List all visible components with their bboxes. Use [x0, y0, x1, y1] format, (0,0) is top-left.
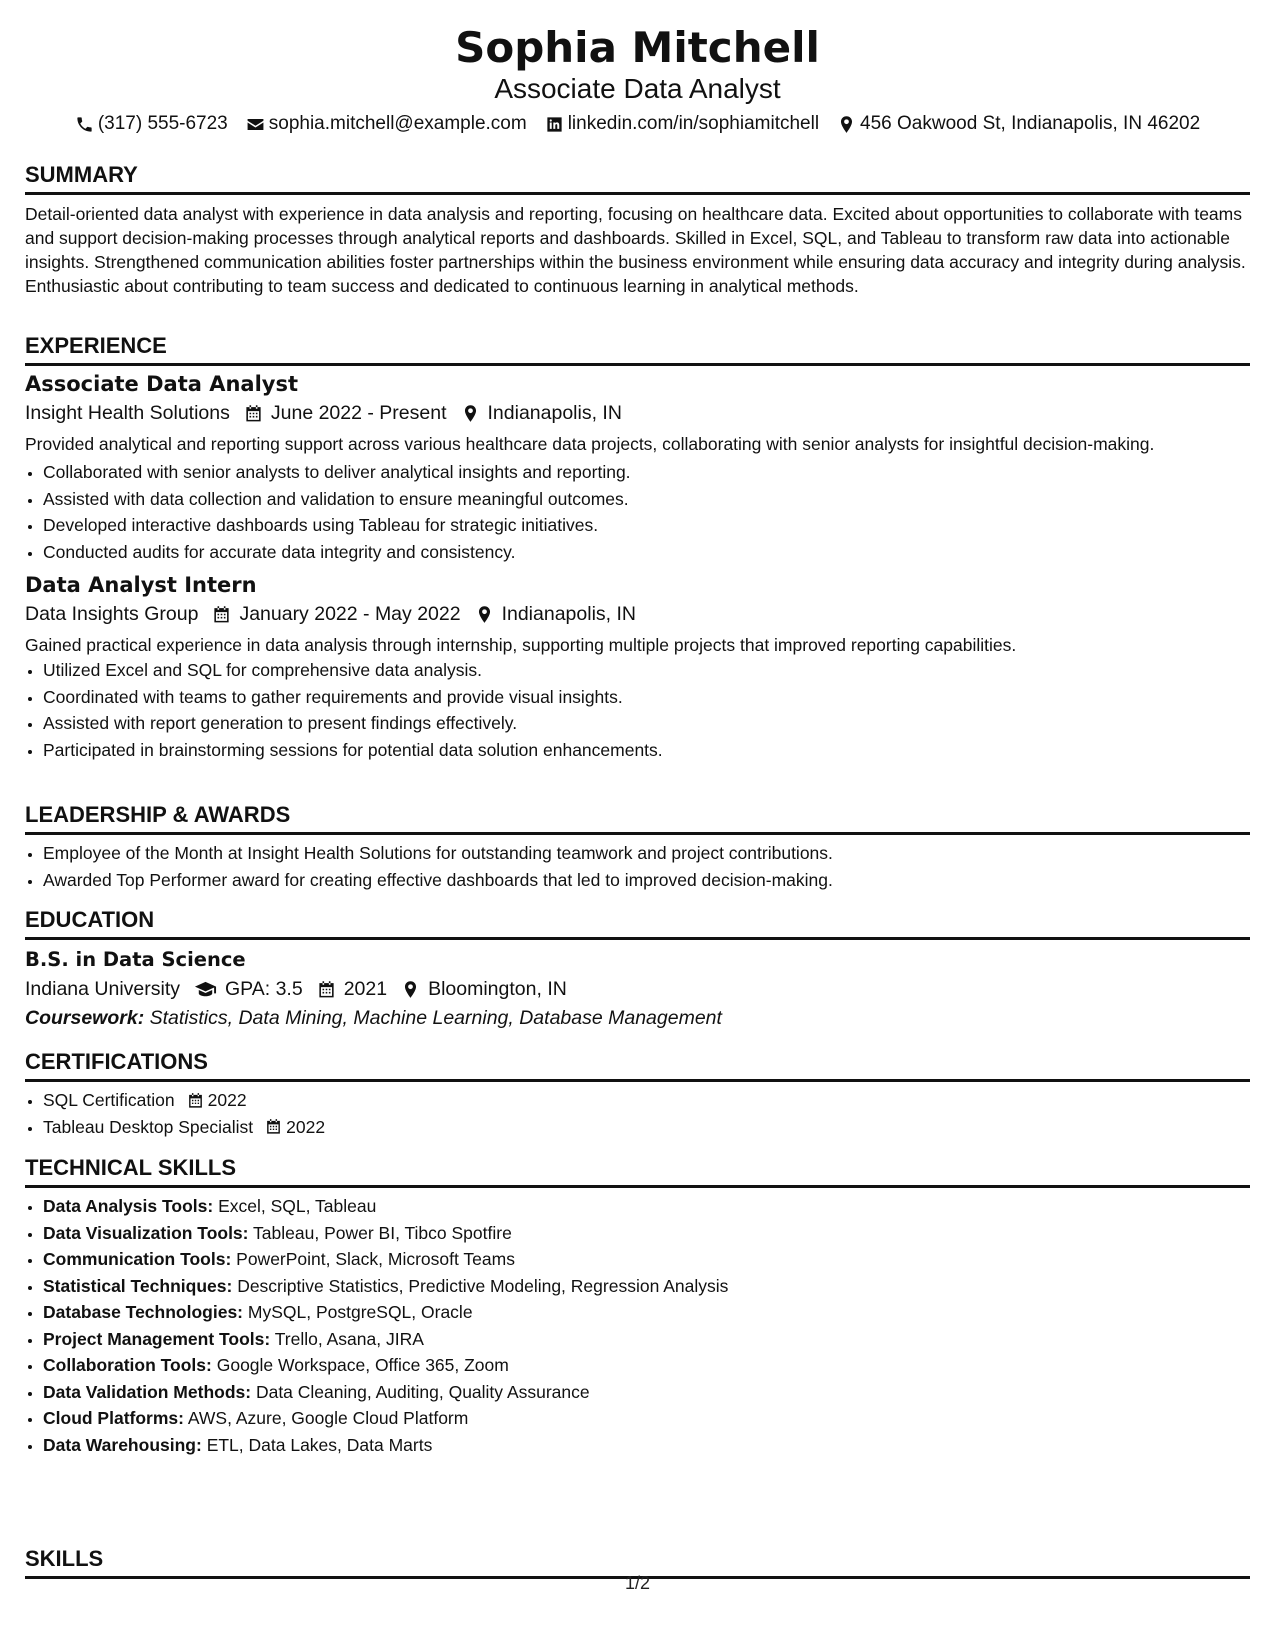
job-bullets — [25, 459, 1250, 565]
school-location: Bloomington, IN — [428, 978, 567, 1000]
list-item: • Assisted with report generation to present findings effectively. — [43, 710, 1250, 737]
cert-name: • Tableau Desktop Specialist — [43, 1116, 254, 1137]
skill-value: ETL, Data Lakes, Data Marts — [206, 1434, 433, 1455]
phone-text: (317) 555-6723 — [97, 113, 228, 134]
job-entry — [25, 370, 1250, 565]
technical-skills-list — [25, 1193, 1250, 1458]
list-item — [43, 1273, 1250, 1300]
graduation-year: 2021 — [343, 978, 388, 1000]
section-heading: SKILLS — [25, 1546, 1250, 1579]
school-name: Indiana University — [25, 978, 180, 1000]
list-item — [43, 1379, 1250, 1406]
job-entry — [25, 571, 1250, 763]
job-meta — [25, 399, 1250, 427]
list-item — [43, 1299, 1250, 1326]
technical-skills-section — [25, 1155, 1250, 1458]
job-dates: June 2022 - Present — [270, 402, 447, 424]
coursework-label: Coursework: — [25, 1007, 145, 1029]
job-dates: January 2022 - May 2022 — [239, 603, 461, 625]
list-item — [43, 1220, 1250, 1247]
job-meta — [25, 600, 1250, 628]
linkedin-text: linkedin.com/in/sophiamitchell — [567, 113, 820, 134]
list-item — [43, 1193, 1250, 1220]
leadership-section — [25, 802, 1250, 893]
skill-value: Google Workspace, Office 365, Zoom — [216, 1355, 509, 1375]
contact-email[interactable] — [246, 112, 527, 136]
job-title: Data Analyst Intern — [25, 573, 257, 597]
list-item — [43, 1246, 1250, 1273]
list-item: • Coordinated with teams to gather requirements and provide visual insights. — [43, 684, 1250, 711]
skill-value: MySQL, PostgreSQL, Oracle — [247, 1302, 473, 1322]
skill-value: Descriptive Statistics, Predictive Modeling, Regression Analysis — [237, 1275, 729, 1296]
calendar-icon — [244, 404, 263, 423]
map-pin-icon — [475, 605, 494, 624]
skill-value: Data Cleaning, Auditing, Quality Assurance — [255, 1381, 590, 1402]
summary-text: Detail-oriented data analyst with experience in data analysis and reporting, focusing on healthcare data. Excited about opportunities to collaborate with teams and support decision-making processes through analytical reports and dashboards. Skilled in Excel, SQL, and Tableau to transform raw data into actionable insights. Strengthened communication abilities foster partnerships within the business environment while ensuring data accuracy and integrity during analysis. Enthusiastic about contributing to team success and dedicated to continuous learning in analytical methods. — [25, 204, 1246, 296]
skill-label: Data Validation Methods: — [43, 1381, 252, 1402]
job-description: Provided analytical and reporting support across various healthcare data projects, collaborating with senior analysts for insightful decision-making. — [25, 434, 1155, 454]
skill-label: Collaboration Tools: — [43, 1355, 212, 1375]
page-number: 1/2 — [624, 1573, 651, 1593]
section-heading: TECHNICAL SKILLS — [25, 1155, 1250, 1188]
contact-address — [837, 112, 1200, 136]
skill-label: Data Warehousing: — [43, 1434, 202, 1455]
experience-section — [25, 333, 1250, 763]
job-company: Data Insights Group — [25, 603, 199, 625]
cert-year: 2022 — [207, 1090, 247, 1110]
envelope-icon — [246, 115, 265, 134]
candidate-name: Sophia Mitchell — [455, 23, 820, 72]
list-item — [43, 1326, 1250, 1353]
list-item: • Awarded Top Performer award for creating effective dashboards that led to improved decision-making. — [43, 867, 1250, 894]
certifications-list — [25, 1087, 1250, 1140]
cert-year: 2022 — [286, 1116, 326, 1137]
job-company: Insight Health Solutions — [25, 402, 230, 424]
list-item: • Collaborated with senior analysts to deliver analytical insights and reporting. — [43, 459, 1250, 486]
calendar-icon — [212, 605, 231, 624]
job-location: Indianapolis, IN — [487, 402, 622, 424]
list-item — [43, 1432, 1250, 1459]
skill-label: Statistical Techniques: — [43, 1275, 233, 1296]
certifications-section — [25, 1049, 1250, 1140]
gpa: GPA: 3.5 — [225, 978, 303, 1000]
skill-label: Communication Tools: — [43, 1249, 232, 1269]
degree-title: B.S. in Data Science — [25, 948, 246, 971]
linkedin-icon — [545, 115, 564, 134]
list-item: • Assisted with data collection and validation to ensure meaningful outcomes. — [43, 486, 1250, 513]
section-heading: EXPERIENCE — [25, 333, 1250, 366]
contact-phone[interactable] — [75, 112, 228, 136]
list-item — [43, 1114, 1250, 1141]
section-heading: CERTIFICATIONS — [25, 1049, 1250, 1082]
section-heading: LEADERSHIP & AWARDS — [25, 802, 1250, 835]
coursework-list: Statistics, Data Mining, Machine Learning, Database Management — [149, 1007, 722, 1029]
coursework — [25, 1004, 1250, 1032]
list-item — [43, 1352, 1250, 1379]
education-meta — [25, 975, 1250, 1003]
map-pin-icon — [461, 404, 480, 423]
calendar-icon — [187, 1092, 204, 1109]
skill-label: Data Analysis Tools: — [43, 1196, 214, 1216]
list-item: • Conducted audits for accurate data integrity and consistency. — [43, 539, 1250, 566]
list-item: • Employee of the Month at Insight Health Solutions for outstanding teamwork and project contributions. — [43, 840, 1250, 867]
job-description: Gained practical experience in data analysis through internship, supporting multiple projects that improved reporting capabilities. — [25, 635, 1017, 655]
map-pin-icon — [837, 115, 856, 134]
job-location: Indianapolis, IN — [501, 603, 636, 625]
cert-name: • SQL Certification — [43, 1090, 175, 1110]
skill-label: Data Visualization Tools: — [43, 1222, 249, 1243]
skill-label: Cloud Platforms: — [43, 1408, 184, 1428]
calendar-icon — [265, 1118, 282, 1135]
map-pin-icon — [401, 980, 420, 999]
list-item: • Developed interactive dashboards using Tableau for strategic initiatives. — [43, 512, 1250, 539]
list-item — [43, 1405, 1250, 1432]
list-item: • Utilized Excel and SQL for comprehensive data analysis. — [43, 657, 1250, 684]
phone-icon — [75, 115, 94, 134]
candidate-title: Associate Data Analyst — [494, 73, 781, 104]
summary-section — [25, 162, 1250, 298]
section-heading: EDUCATION — [25, 907, 1250, 940]
skill-value: PowerPoint, Slack, Microsoft Teams — [236, 1249, 515, 1269]
graduation-cap-icon — [194, 978, 217, 1001]
skill-value: Excel, SQL, Tableau — [218, 1196, 377, 1216]
job-title: Associate Data Analyst — [25, 372, 299, 396]
skill-label: Database Technologies: — [43, 1302, 244, 1322]
skill-value: Tableau, Power BI, Tibco Spotfire — [253, 1222, 512, 1243]
address-text: 456 Oakwood St, Indianapolis, IN 46202 — [860, 113, 1201, 134]
awards-list — [25, 840, 1250, 893]
skill-value: Trello, Asana, JIRA — [274, 1328, 424, 1349]
section-heading: SUMMARY — [25, 162, 1250, 195]
list-item: • Participated in brainstorming sessions for potential data solution enhancements. — [43, 737, 1250, 764]
job-bullets — [25, 657, 1250, 763]
skill-label: Project Management Tools: — [43, 1328, 271, 1349]
education-section — [25, 907, 1250, 1032]
calendar-icon — [317, 980, 336, 999]
email-text: sophia.mitchell@example.com — [268, 113, 527, 134]
contact-bar — [0, 112, 1275, 136]
list-item — [43, 1087, 1250, 1114]
skill-value: AWS, Azure, Google Cloud Platform — [187, 1408, 469, 1428]
contact-linkedin[interactable] — [545, 112, 819, 136]
